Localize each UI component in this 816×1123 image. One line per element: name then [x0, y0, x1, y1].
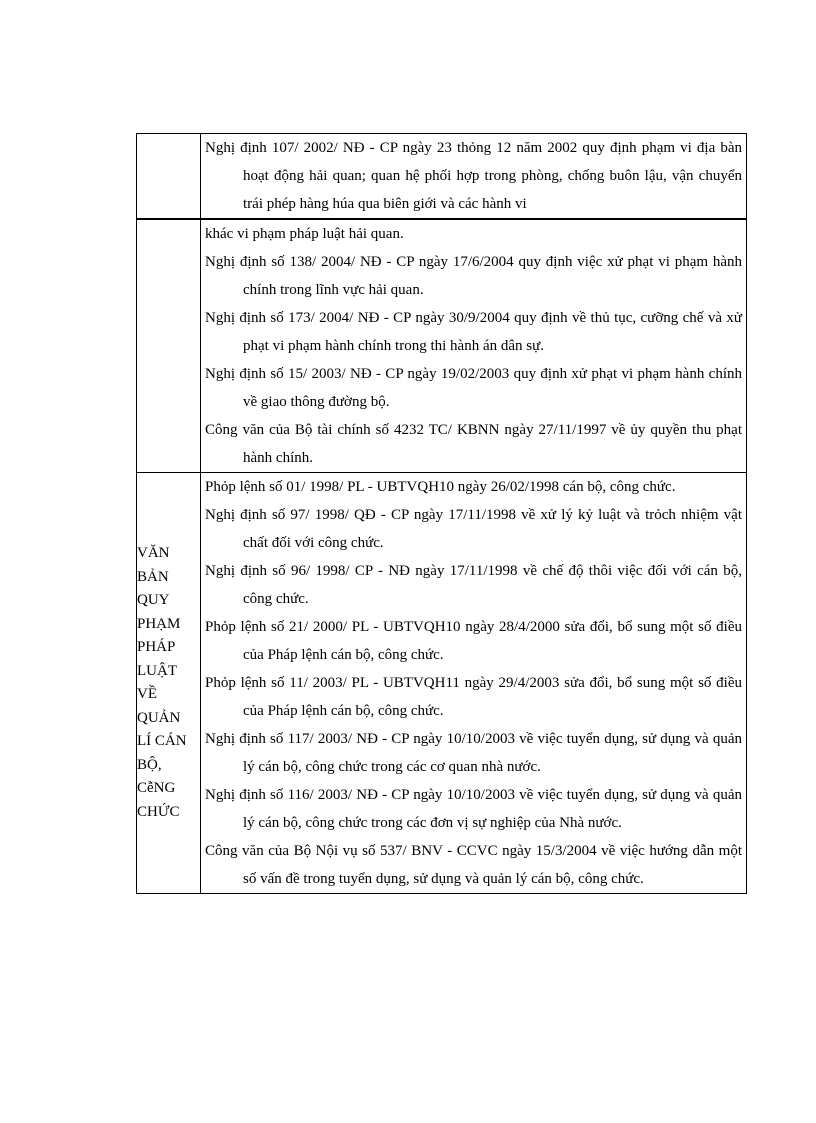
category-cell — [137, 134, 201, 220]
entries-cell — [201, 473, 747, 894]
legal-documents-table — [136, 133, 747, 894]
legal-document-entry: Nghị định số 173/ 2004/ NĐ - CP ngày 30/9/2004 quy định về thủ tục, cưỡng chế và xử phạt vi phạm hành chính trong thi hành án dân sự. — [205, 310, 742, 354]
category-label-line: QUY — [137, 592, 170, 608]
category-label-line: LUẬT — [137, 662, 177, 679]
category-label-line: CHỨC — [137, 803, 180, 820]
category-label-line: VỀ — [137, 686, 157, 702]
entries-cell — [201, 134, 747, 220]
legal-document-entry: Nghị định số 96/ 1998/ CP - NĐ ngày 17/11/1998 về chế độ thôi việc đối với cán bộ, công chức. — [205, 563, 742, 607]
legal-document-entry: Nghị định số 15/ 2003/ NĐ - CP ngày 19/02/2003 quy định xử phạt vi phạm hành chính về giao thông đường bộ. — [205, 366, 742, 410]
legal-document-entry: Công văn của Bộ Nội vụ số 537/ BNV - CCVC ngày 15/3/2004 về việc hướng dẫn một số vấn đề trong tuyển dụng, sử dụng và quản lý cán bộ, công chức. — [205, 843, 742, 887]
legal-document-entry: Nghị định số 138/ 2004/ NĐ - CP ngày 17/6/2004 quy định việc xử phạt vi phạm hành chính trong lĩnh vực hải quan. — [205, 254, 742, 298]
category-cell — [137, 473, 201, 894]
category-label-line: QUẢN — [137, 709, 181, 726]
table-row — [137, 219, 747, 473]
legal-document-entry: khác vi phạm pháp luật hải quan. — [205, 226, 404, 242]
category-label-line: LÍ CÁN — [137, 733, 187, 749]
category-cell — [137, 219, 201, 473]
category-label-line: VĂN — [137, 545, 170, 561]
category-label-line: BẢN — [137, 568, 169, 585]
legal-document-entry: Nghị định số 97/ 1998/ QĐ - CP ngày 17/11/1998 về xử lý kỷ luật và trỏch nhiệm vật chất đối với công chức. — [205, 507, 742, 551]
category-label-line: BỘ, — [137, 756, 162, 773]
legal-document-entry: Phỏp lệnh số 01/ 1998/ PL - UBTVQH10 ngày 26/02/1998 cán bộ, công chức. — [205, 479, 676, 495]
table-row — [137, 134, 747, 220]
legal-document-entry: Công văn của Bộ tài chính số 4232 TC/ KBNN ngày 27/11/1997 về ủy quyền thu phạt hành chính. — [205, 422, 742, 466]
legal-document-entry: Phỏp lệnh số 11/ 2003/ PL - UBTVQH11 ngày 29/4/2003 sửa đổi, bổ sung một số điều của Pháp lệnh cán bộ, công chức. — [205, 675, 742, 719]
legal-document-entry: Nghị định 107/ 2002/ NĐ - CP ngày 23 thỏng 12 năm 2002 quy định phạm vi địa bàn hoạt động hải quan; quan hệ phối hợp trong phòng, chống buôn lậu, vận chuyển trái phép hàng húa qua biên giới và các hành vi — [205, 140, 742, 212]
category-label-line: PHÁP — [137, 639, 176, 655]
category-label-line: CễNG — [137, 780, 176, 796]
table-row — [137, 473, 747, 894]
legal-document-entry: Nghị định số 116/ 2003/ NĐ - CP ngày 10/10/2003 về việc tuyển dụng, sử dụng và quản lý cán bộ, công chức trong các đơn vị sự nghiệp của Nhà nước. — [205, 787, 742, 831]
category-label-line: PHẠM — [137, 615, 181, 632]
legal-document-entry: Nghị định số 117/ 2003/ NĐ - CP ngày 10/10/2003 về việc tuyển dụng, sử dụng và quản lý cán bộ, công chức trong các cơ quan nhà nước. — [205, 731, 742, 775]
legal-document-entry: Phỏp lệnh số 21/ 2000/ PL - UBTVQH10 ngày 28/4/2000 sửa đổi, bổ sung một số điều của Pháp lệnh cán bộ, công chức. — [205, 619, 742, 663]
entries-cell — [201, 219, 747, 473]
